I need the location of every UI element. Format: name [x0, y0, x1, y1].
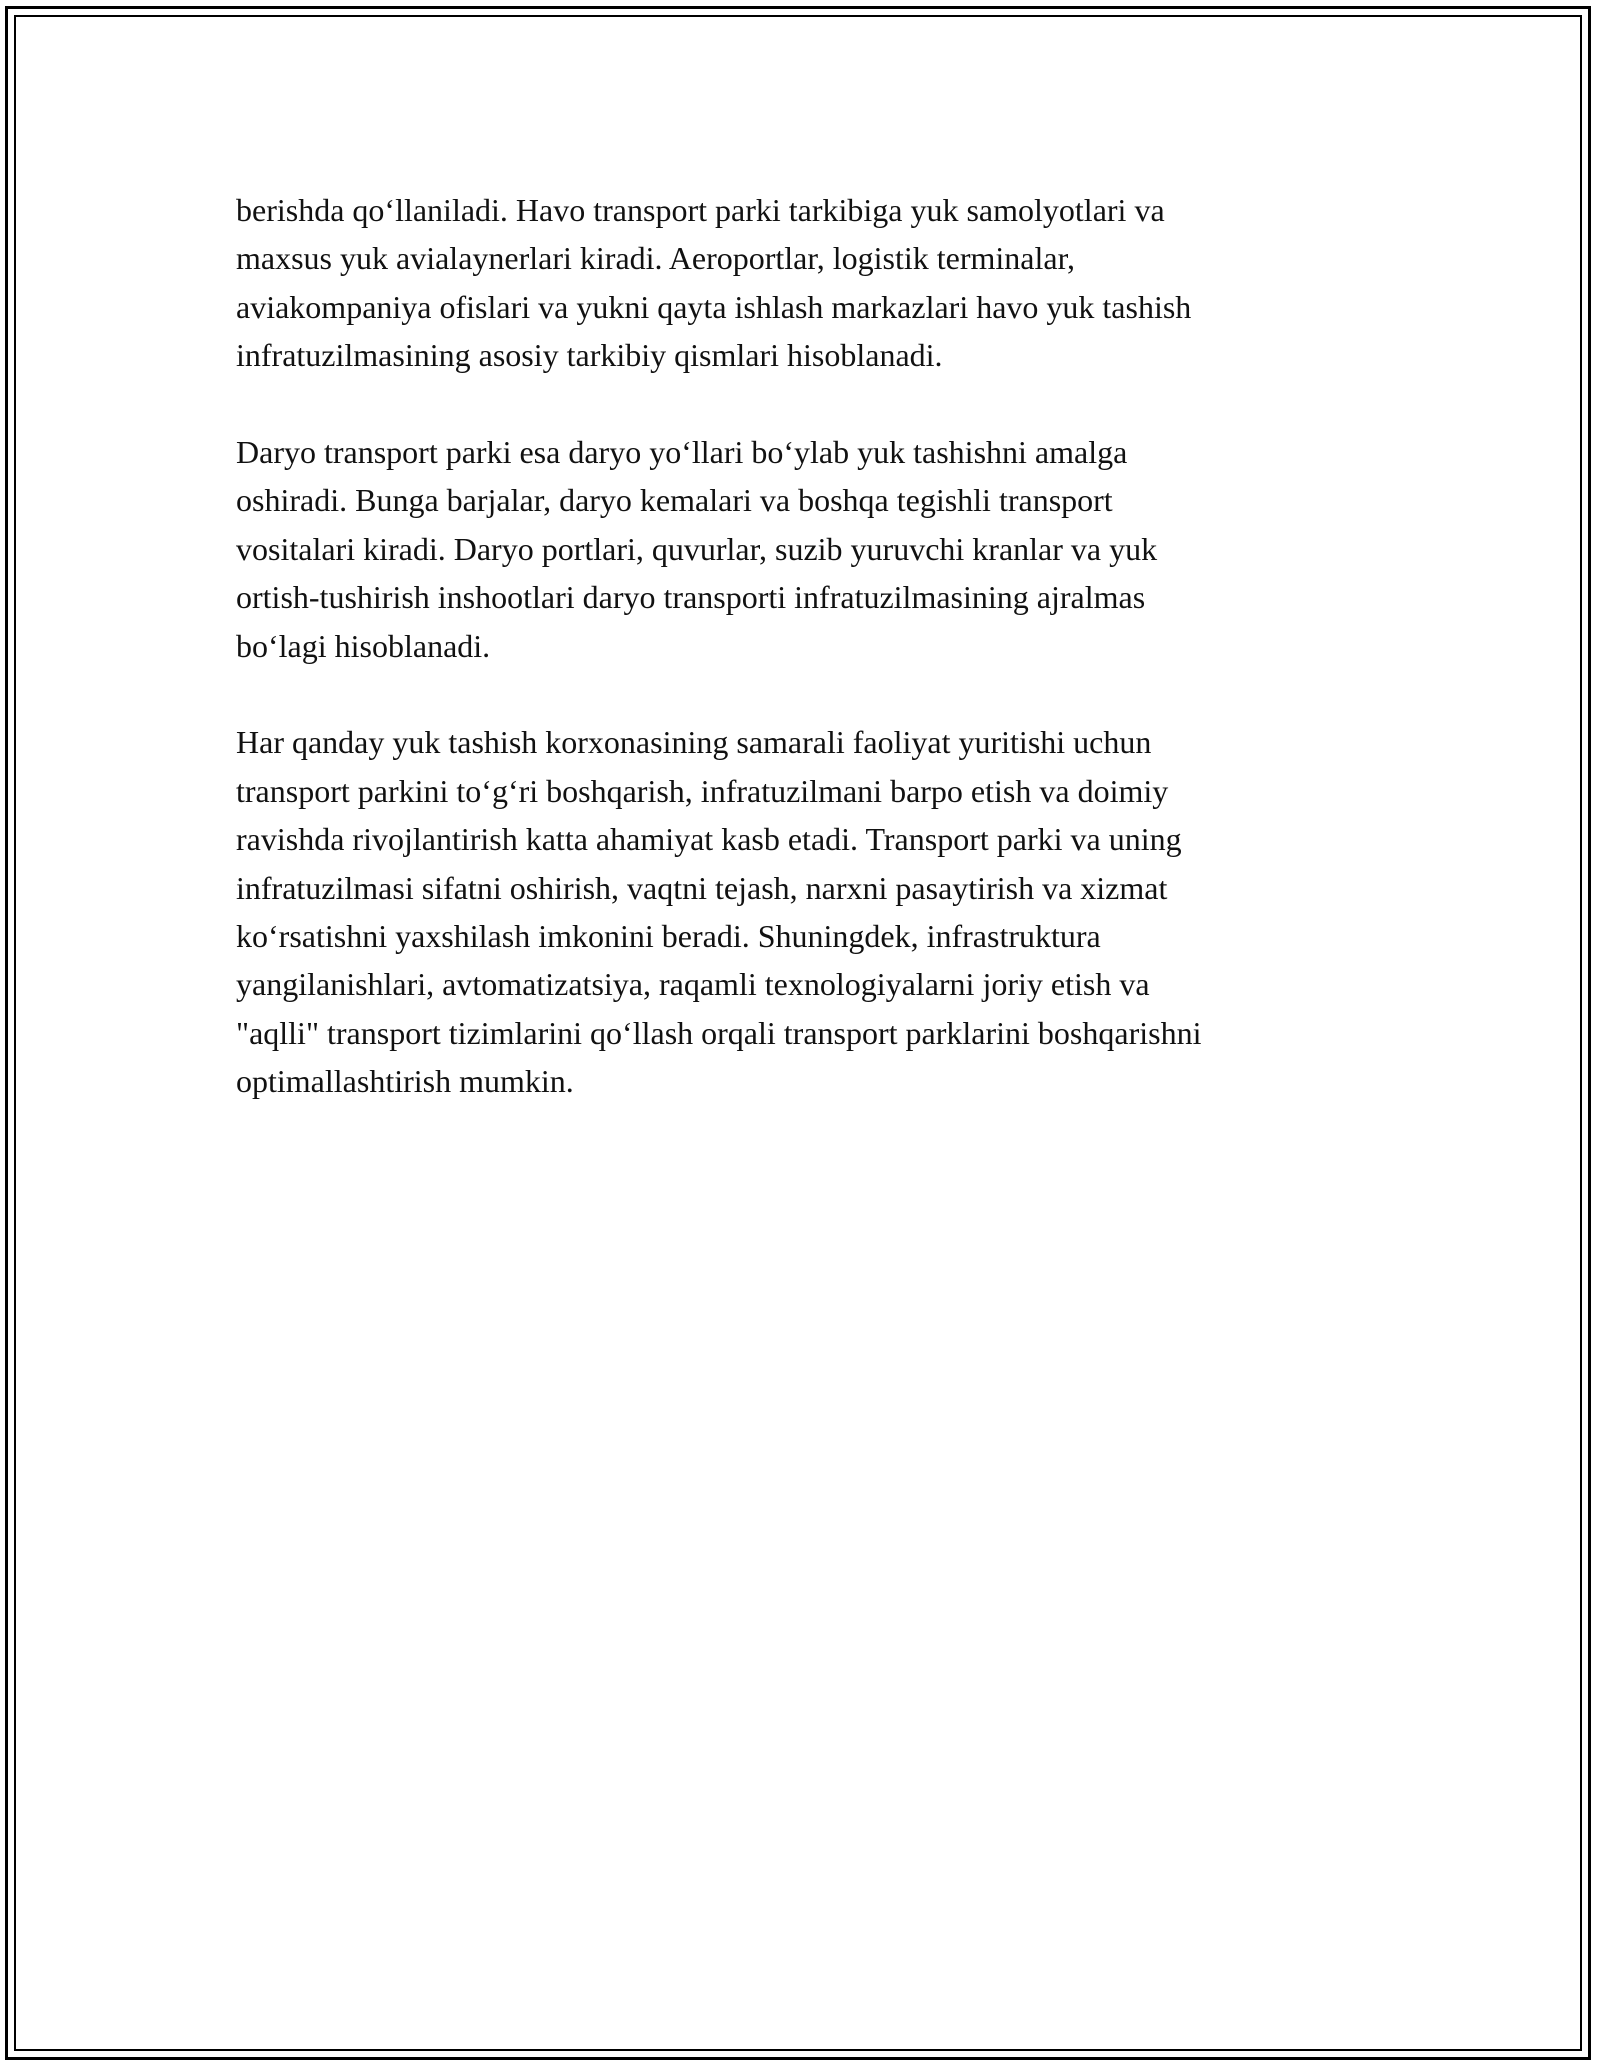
paragraph-fleet-management: [236, 718, 1366, 1105]
text-line: bo‘lagi hisoblanadi.: [236, 627, 491, 664]
text-line: Daryo transport parki esa daryo yo‘llari bo‘ylab yuk tashishni amalga: [236, 434, 1128, 471]
text-line: yangilanishlari, avtomatizatsiya, raqamli texnologiyalarni joriy etish va: [236, 966, 1150, 1003]
text-line: ravishda rivojlantirish katta ahamiyat kasb etadi. Transport parki va uning: [236, 821, 1182, 858]
paragraph-river-transport: [236, 428, 1366, 670]
text-line: infratuzilmasi sifatni oshirish, vaqtni tejash, narxni pasaytirish va xizmat: [236, 869, 1168, 906]
text-line: oshiradi. Bunga barjalar, daryo kemalari va boshqa tegishli transport: [236, 482, 1113, 519]
text-line: ortish-tushirish inshootlari daryo transporti infratuzilmasining ajralmas: [236, 579, 1146, 616]
text-line: transport parkini to‘g‘ri boshqarish, infratuzilmani barpo etish va doimiy: [236, 772, 1169, 809]
text-line: ko‘rsatishni yaxshilash imkonini beradi. Shuningdek, infrastruktura: [236, 918, 1101, 955]
text-line: maxsus yuk avialaynerlari kiradi. Aeroportlar, logistik terminalar,: [236, 240, 1075, 277]
text-line: berishda qo‘llaniladi. Havo transport parki tarkibiga yuk samolyotlari va: [236, 192, 1165, 228]
text-line: optimallashtirish mumkin.: [236, 1063, 574, 1100]
text-line: vositalari kiradi. Daryo portlari, quvurlar, suzib yuruvchi kranlar va yuk: [236, 530, 1158, 567]
text-line: infratuzilmasining asosiy tarkibiy qismlari hisoblanadi.: [236, 337, 943, 374]
text-line: "aqlli" transport tizimlarini qo‘llash orqali transport parklarini boshqarishni: [236, 1014, 1202, 1051]
text-line: Har qanday yuk tashish korxonasining samarali faoliyat yuritishi uchun: [236, 724, 1152, 761]
paragraph-air-transport: [236, 186, 1366, 380]
text-line: aviakompaniya ofislari va yukni qayta ishlash markazlari havo yuk tashish: [236, 288, 1192, 325]
document-body: [236, 186, 1366, 1154]
